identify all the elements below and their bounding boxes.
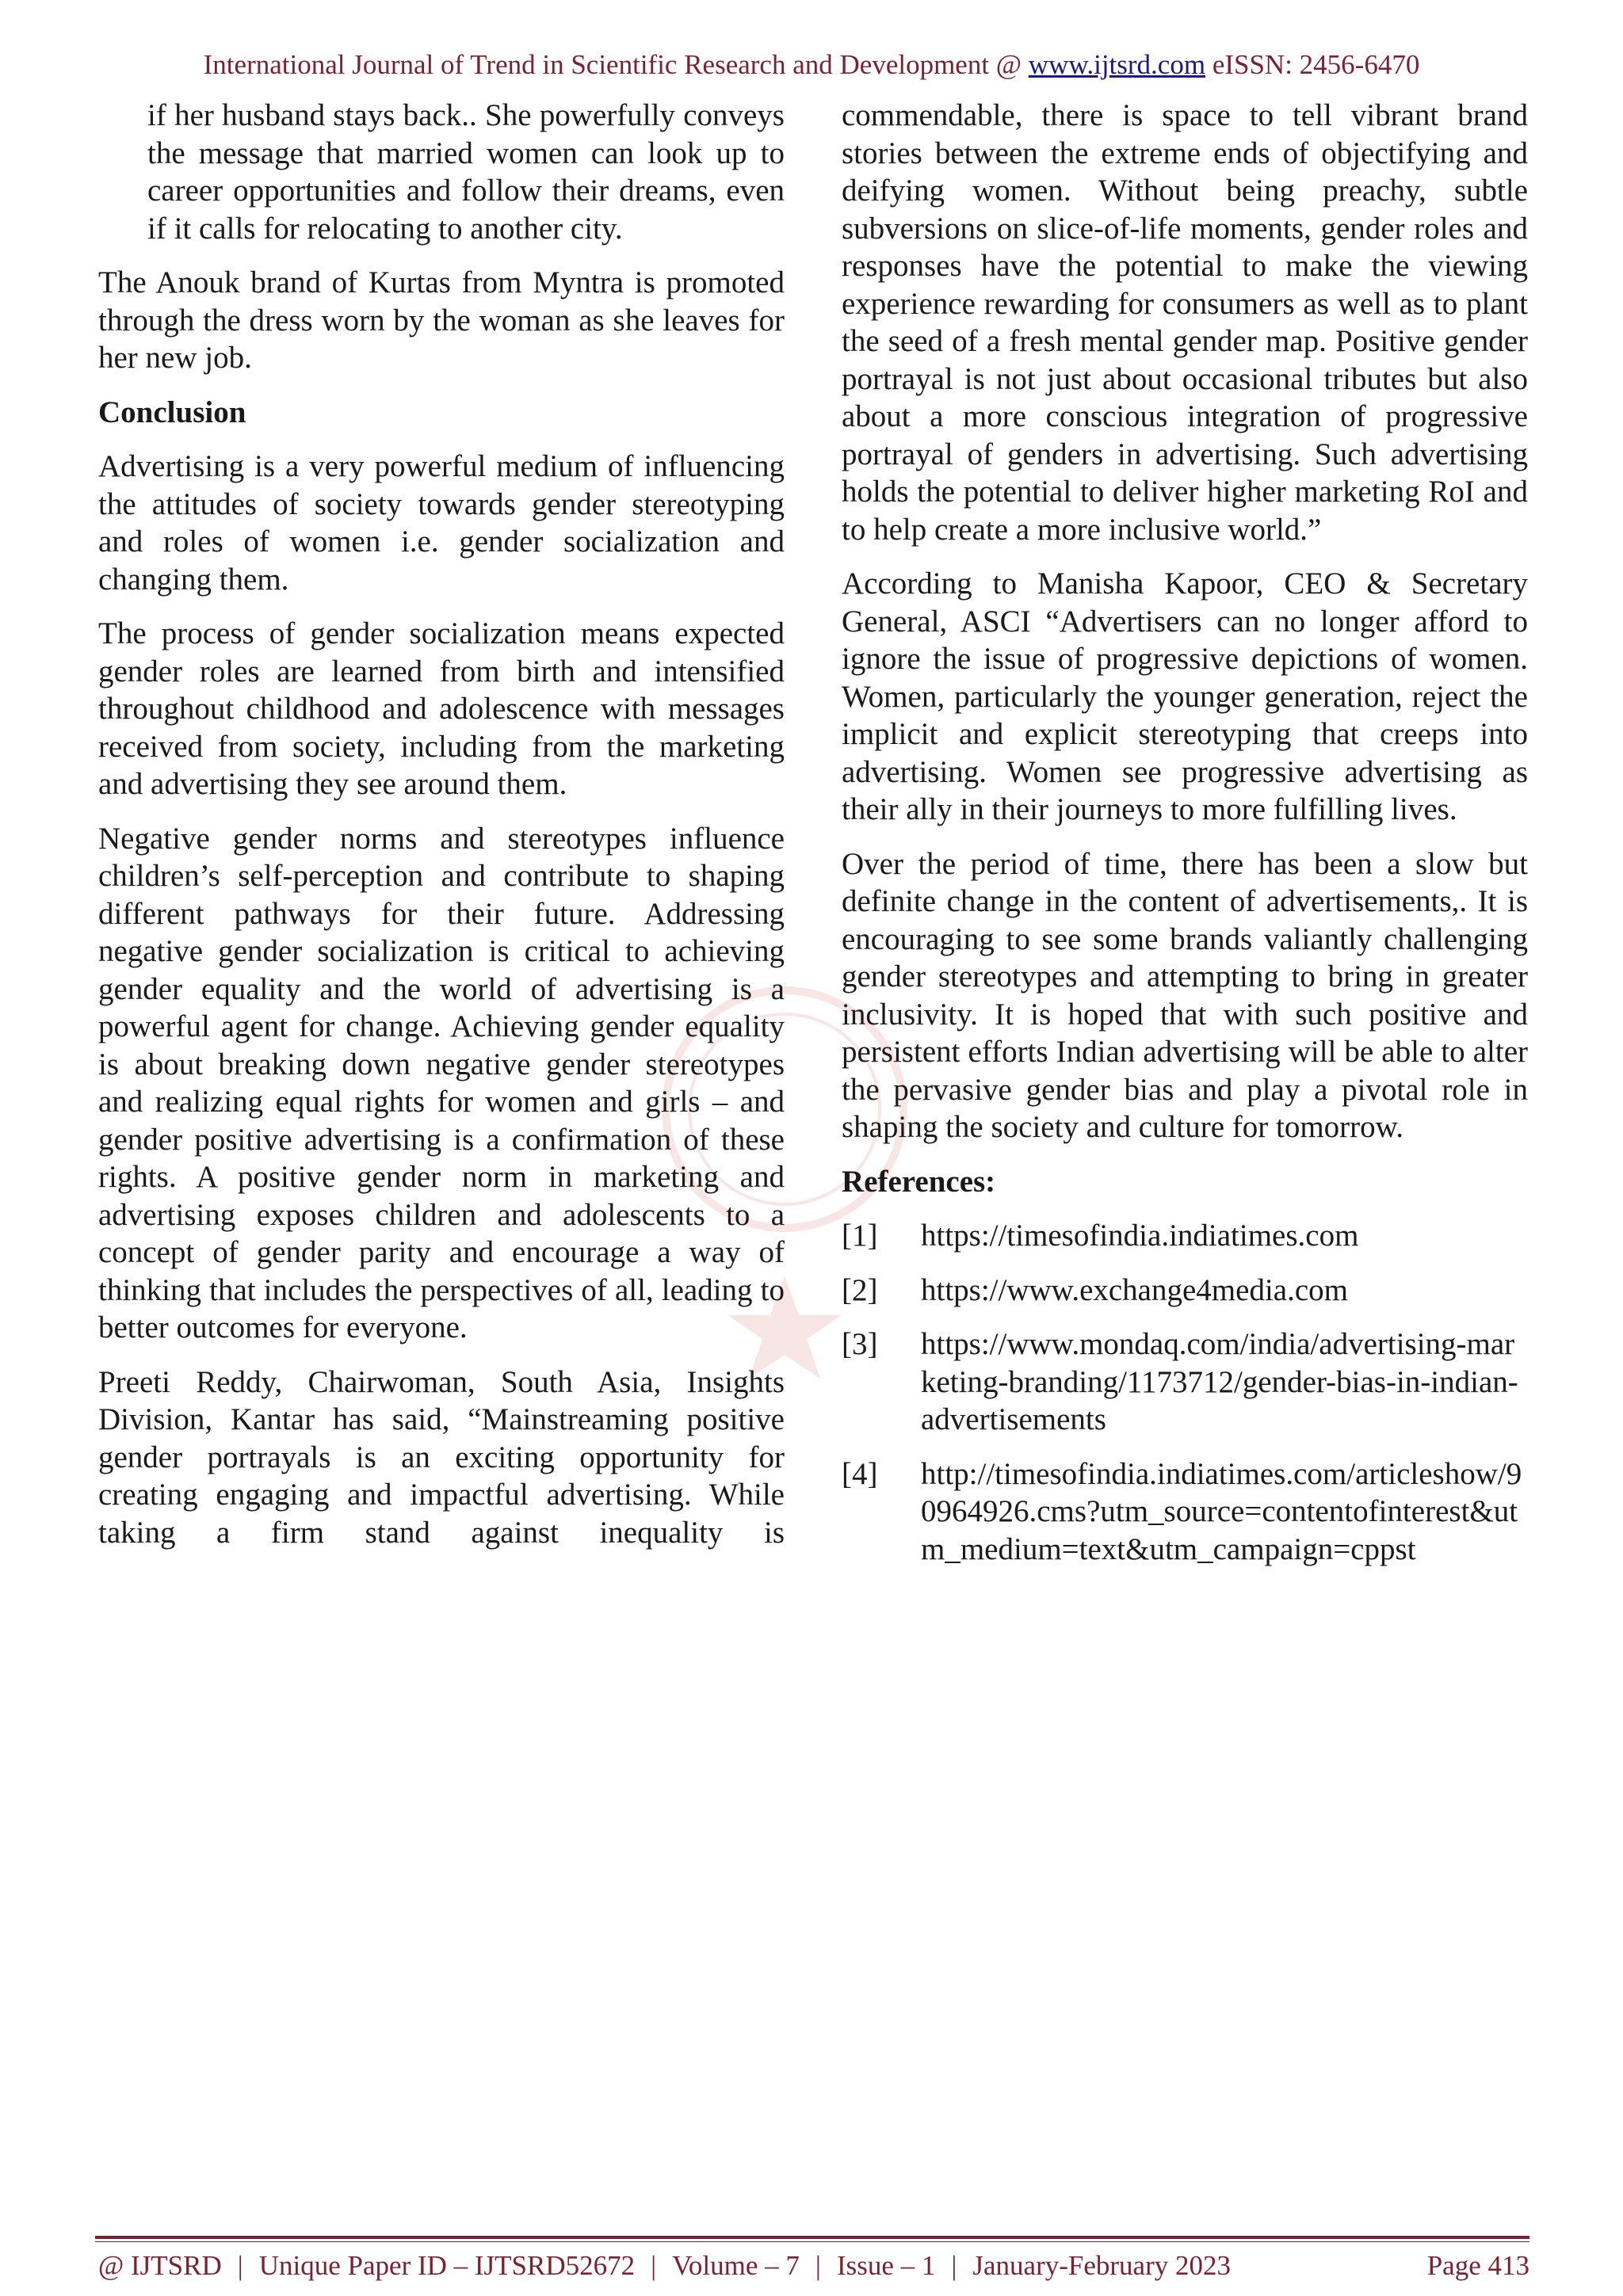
reference-number: [1] [842, 1219, 878, 1253]
reference-link[interactable]: https://www.mondaq.com/india/advertising-marketing-branding/1173712/gender-bias-in-indian- advertisements [921, 1327, 1518, 1436]
reference-link[interactable]: https://timesofindia.indiatimes.com [921, 1219, 1359, 1253]
right-column [842, 97, 1528, 1585]
footer-separator: | [815, 2250, 821, 2281]
footer-paper-id: Unique Paper ID – IJTSRD52672 [258, 2250, 636, 2281]
footer-separator: | [651, 2250, 657, 2281]
footer-divider [95, 2236, 1529, 2239]
footer-divider-thin [95, 2241, 1529, 2242]
reference-link[interactable]: https://www.exchange4media.com [921, 1272, 1348, 1307]
journal-url-link[interactable]: www.ijtsrd.com [1028, 49, 1206, 80]
reference-item [842, 1272, 1528, 1310]
reference-number: [2] [842, 1272, 878, 1307]
issn: eISSN: 2456-6470 [1212, 49, 1420, 80]
footer-date: January-February 2023 [972, 2250, 1231, 2281]
reference-item [842, 1455, 1528, 1569]
reference-number: [4] [842, 1456, 878, 1491]
closing-paragraph: Over the period of time, there has been a slow but definite change in the content of advertisements,. It is encouraging to see some brands valiantly challenging gender stereotypes and attempting to bring in greater inclusivity. It is hoped that with such positive and persistent efforts Indian advertising will be able to alter the pervasive gender bias and play a pivotal role in shaping the society and culture for tomorrow. [842, 846, 1528, 1144]
reference-item [842, 1325, 1528, 1439]
footer-issue: Issue – 1 [836, 2250, 936, 2281]
reference-list [842, 1217, 1528, 1568]
running-header [0, 48, 1623, 82]
footer-separator: | [951, 2250, 957, 2281]
reference-item [842, 1217, 1528, 1255]
footer-volume: Volume – 7 [672, 2250, 800, 2281]
conclusion-heading: Conclusion [98, 395, 246, 429]
journal-name: International Journal of Trend in Scientific Research and Development @ [203, 49, 1022, 80]
conclusion-paragraph-2: The process of gender socialization means expected gender roles are learned from birth and intensified throughout childhood and adolescence with messages received from society, including from the marketing and advertising they see around them. [98, 616, 785, 801]
conclusion-paragraph-1: Advertising is a very powerful medium of influencing the attitudes of society towards gender stereotyping and roles of women i.e. gender socialization and changing them. [98, 449, 785, 597]
quote-continuation-paragraph: commendable, there is space to tell vibrant brand stories between the extreme ends of objectifying and deifying women. Without being preachy, subtle subversions on slice-of-life moments, gender roles and responses have the potential to make the viewing experience rewarding for consumers as well as to plant the seed of a fresh mental gender map. Positive gender portrayal is not just about occasional tributes but also about a more conscious integration of progressive portrayal of genders in advertising. Such advertising holds the potential to deliver higher marketing RoI and to help create a more inclusive world.” [842, 98, 1528, 547]
preeti-reddy-paragraph: Preeti Reddy, Chairwoman, South Asia, Insights Division, Kantar has said, “Mainstreaming positive gender portrayals is an exciting opportunity for creating engaging and impactful advertising. While taking a firm stand against inequality is [98, 1364, 785, 1550]
footer-brand: @ IJTSRD [98, 2250, 222, 2281]
page-number: Page 413 [1426, 2250, 1529, 2281]
left-column [98, 97, 785, 1568]
reference-number: [3] [842, 1327, 878, 1361]
conclusion-paragraph-3: Negative gender norms and stereotypes influence children’s self-perception and contribute to shaping different pathways for their future. Addressing negative gender socialization is critical to achieving gender equality and the world of advertising is a powerful agent for change. Achieving gender equality is about breaking down negative gender stereotypes and realizing equal rights for women and girls – and gender positive advertising is a confirmation of these rights. A positive gender norm in marketing and advertising exposes children and adolescents to a concept of gender parity and encourage a way of thinking that includes the perspectives of all, leading to better outcomes for everyone. [98, 821, 785, 1344]
anouk-paragraph: The Anouk brand of Kurtas from Myntra is promoted through the dress worn by the woman as she leaves for her new job. [98, 265, 785, 375]
manisha-kapoor-paragraph: According to Manisha Kapoor, CEO & Secretary General, ASCI “Advertisers can no longer afford to ignore the issue of progressive depictions of women. Women, particularly the younger generation, reject the implicit and explicit stereotyping that creeps into advertising. Women see progressive advertising as their ally in their journeys to more fulfilling lives. [842, 566, 1528, 826]
running-footer [98, 2248, 1529, 2283]
references-heading: References: [842, 1164, 996, 1199]
reference-link[interactable]: http://timesofindia.indiatimes.com/articleshow/90964926.cms?utm_source=contentofinterest&utm_medium=text&utm_campaign=cppst [921, 1456, 1522, 1566]
footer-separator: | [237, 2250, 243, 2281]
continued-paragraph: if her husband stays back.. She powerfully conveys the message that married women can look up to career opportunities and follow their dreams, even if it calls for relocating to another city. [147, 98, 785, 246]
